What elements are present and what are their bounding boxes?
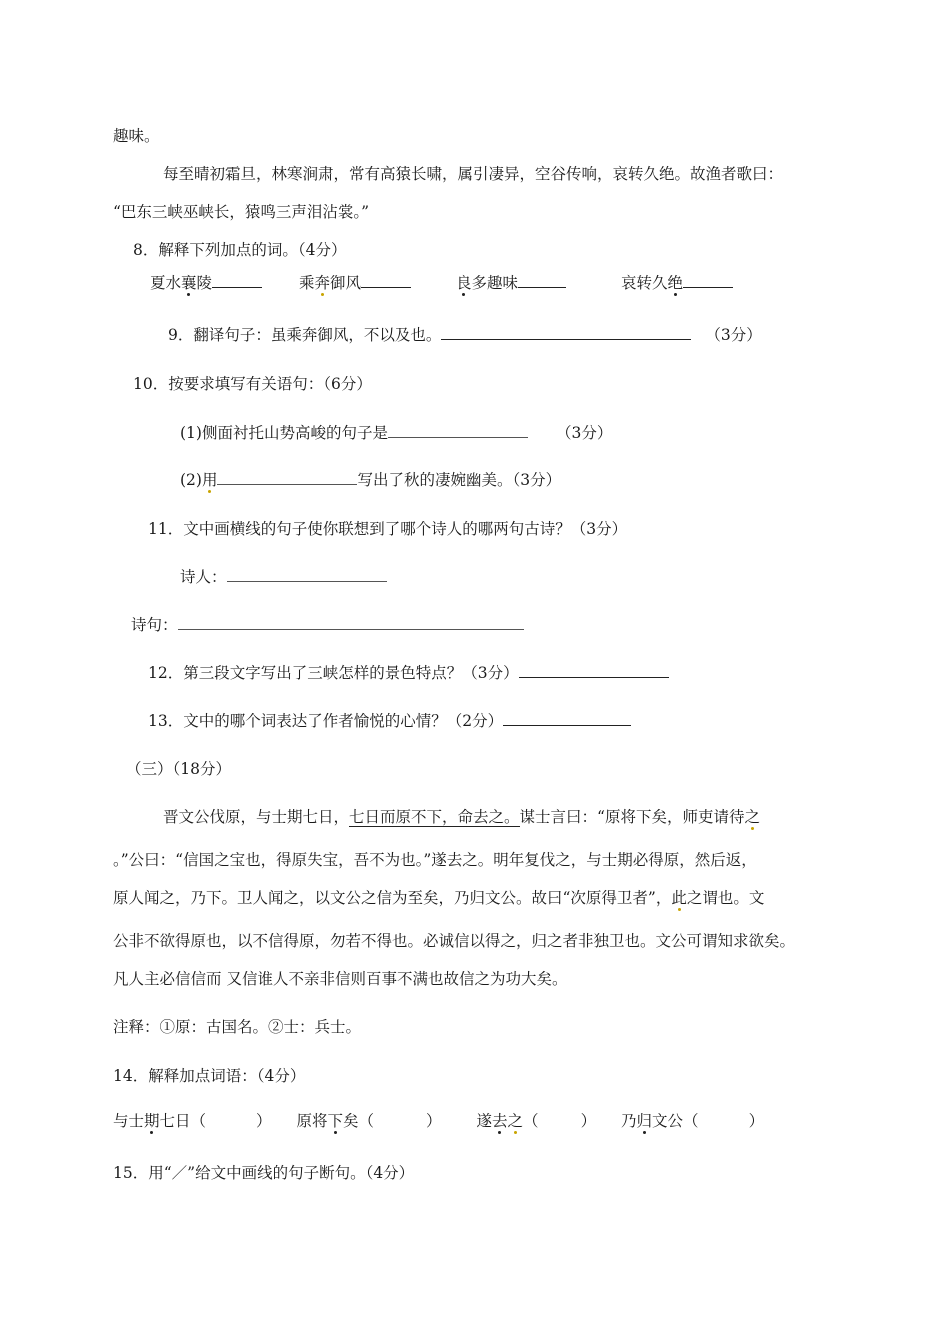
answer-blank[interactable] <box>217 470 357 485</box>
question-11-poet: 诗人： <box>180 566 387 588</box>
emphasis-dot: 期 <box>144 1112 160 1130</box>
emphasis-dot: 下 <box>327 1112 344 1130</box>
answer-blank[interactable] <box>519 663 669 678</box>
passage-line: 原人闻之，乃下。卫人闻之，以文公之信为至矣，乃归文公。故曰“次原得卫者”，此之谓也。文 <box>113 889 765 907</box>
passage-fragment: 趣味。 <box>113 127 160 145</box>
question-12: 12．第三段文字写出了三峡怎样的景色特点？（3分） <box>148 662 669 684</box>
answer-blank[interactable] <box>178 615 524 630</box>
question-10-title: 10．按要求填写有关语句：（6分） <box>133 375 372 393</box>
answer-blank[interactable] <box>227 567 387 582</box>
emphasis-dot: 良 <box>455 274 472 292</box>
answer-blank[interactable] <box>683 273 733 288</box>
question-10-part-1: (1)侧面衬托山势高峻的句子是 （3分） <box>180 424 613 442</box>
answer-blank[interactable] <box>212 273 262 288</box>
passage-line: 晋文公伐原，与士期七日，七日而原不下，命去之。谋士言曰：“原将下矣，师吏请待之 <box>163 808 760 826</box>
emphasis-dot: 用 <box>201 471 218 489</box>
section-3-heading: （三）（18分） <box>126 760 231 778</box>
emphasis-dot: 归 <box>636 1112 653 1130</box>
passage-line: 。”公曰：“信国之宝也，得原失宝，吾不为也。”遂去之。明年复伐之，与士期必得原，然后返， <box>113 851 757 869</box>
emphasis-dot: 之 <box>744 808 760 826</box>
annotation-note: 注释：①原：古国名。②士：兵士。 <box>113 1018 362 1036</box>
question-8-title: 8．解释下列加点的词。（4分） <box>133 241 347 259</box>
emphasis-dot: 绝 <box>667 274 683 292</box>
question-11-title: 11．文中画横线的句子使你联想到了哪个诗人的哪两句古诗？（3分） <box>148 520 628 538</box>
question-15: 15．用“／”给文中画线的句子断句。（4分） <box>113 1164 415 1182</box>
answer-blank[interactable] <box>361 273 411 288</box>
passage-line: 公非不欲得原也，以不信得原，勿若不得也。必诚信以得之，归之者非独卫也。文公可谓知求欲矣。 <box>113 932 796 950</box>
answer-blank[interactable] <box>518 273 566 288</box>
passage-paragraph: 每至晴初霜旦，林寒涧肃，常有高猿长啸，属引凄异，空谷传响，哀转久绝。故渔者歌曰： <box>163 165 784 183</box>
question-8-items: 夏水襄陵 乘奔御风 良多趣味 哀转久绝 <box>150 272 733 294</box>
passage-line: 凡人主必信信而 又信谁人不亲非信则百事不满也故信之为功大矣。 <box>113 970 568 988</box>
underlined-sentence: 七日而原不下，命去之。 <box>349 808 520 826</box>
answer-blank[interactable] <box>388 423 528 438</box>
answer-blank[interactable] <box>441 325 691 340</box>
emphasis-dot: 去 <box>492 1112 508 1130</box>
question-13: 13．文中的哪个词表达了作者愉悦的心情？（2分） <box>148 710 631 732</box>
question-11-poem: 诗句： <box>131 614 524 636</box>
question-14-title: 14．解释加点词语：（4分） <box>113 1067 306 1085</box>
passage-quote: “巴东三峡巫峡长，猿鸣三声泪沾裳。” <box>113 203 370 221</box>
emphasis-dot: 襄 <box>181 274 197 292</box>
emphasis-dot: 此 <box>671 889 687 907</box>
emphasis-dot: 奔 <box>314 274 331 292</box>
question-10-part-2: (2)用 写出了秋的凄婉幽美。（3分） <box>180 471 562 489</box>
answer-blank[interactable] <box>503 711 631 726</box>
emphasis-dot: 之 <box>507 1112 524 1130</box>
question-14-items: 与士期七日（ ） 原将下矣（ ） 遂去之（ ） 乃归文公（ ） <box>113 1112 765 1130</box>
question-9: 9．翻译句子：虽乘奔御风，不以及也。 （3分） <box>168 326 762 344</box>
